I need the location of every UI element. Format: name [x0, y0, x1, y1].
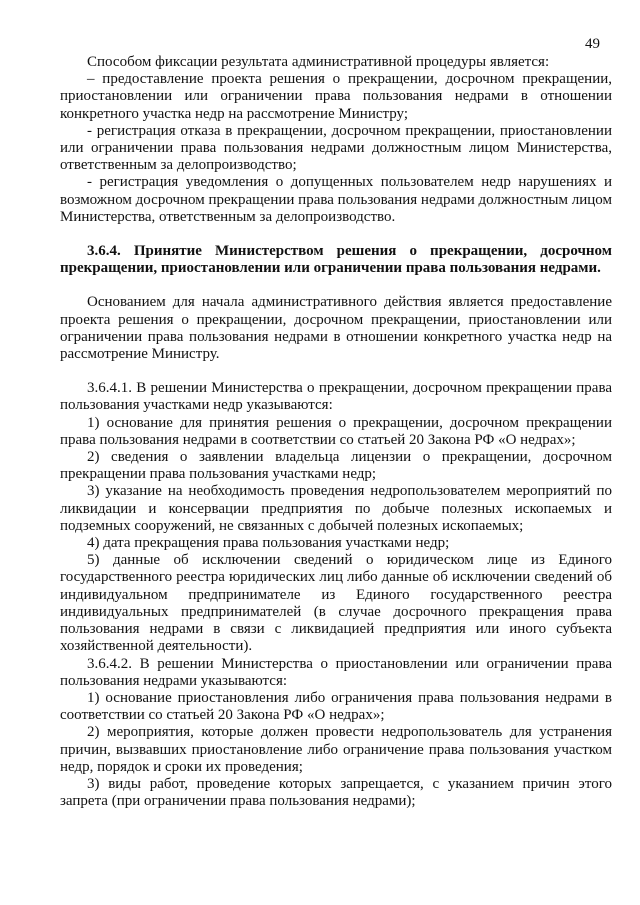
list-item-3-6-4-1-3: 3) указание на необходимость проведения недропользователем мероприятий по ликвидации и консервации предприятия по добыче полезных ископаемых и подземных сооружений, не связанных с добычей полезных ископаемых;: [60, 483, 612, 534]
list-item-3-6-4-2-1: 1) основание приостановления либо ограничения права пользования недрами в соответствии со статьей 20 Закона РФ «О недрах»;: [60, 689, 612, 724]
paragraph-fixation-method: Способом фиксации результата административной процедуры является:: [87, 54, 550, 70]
list-item-3-6-4-1-2: 2) сведения о заявлении владельца лицензии о прекращении, досрочном прекращении права пользования участками недр;: [60, 449, 612, 483]
paragraph-3-6-4-1: 3.6.4.1. В решении Министерства о прекращении, досрочном прекращении права пользования участками недр указываются:: [60, 380, 612, 414]
paragraph-3-6-4-2: 3.6.4.2. В решении Министерства о приостановлении или ограничении права пользования недрами указываются:: [60, 655, 612, 689]
list-item-3-6-4-1-1: 1) основание для принятия решения о прекращении, досрочном прекращении права пользования недрами в соответствии со статьей 20 Закона РФ «О недрах»;: [60, 414, 612, 448]
paragraph-basis: Основанием для начала административного действия является предоставление проекта решения о прекращении, досрочном прекращении, приостановлении или ограничении права пользования недрами в отношении конкретного участка недр на рассмотрение Министру.: [60, 294, 612, 363]
list-item-3-6-4-1-5: 5) данные об исключении сведений о юридическом лице из Единого государственного реестра юридических лиц либо данные об исключении сведений об индивидуальном предпринимателе из Единого государственного реестра индивидуальных предпринимателей (в случае досрочного прекращения права пользования недрами в связи с ликвидацией предприятия или иного субъекта хозяйственной деятельности).: [60, 552, 612, 655]
list-item-3-6-4-1-4: 4) дата прекращения права пользования участками недр;: [87, 535, 450, 552]
paragraph-fixation-item-2: - регистрация отказа в прекращении, досрочном прекращении, приостановлении или ограничении права пользования недрами должностным лицом Министерства, ответственным за делопроизводство;: [60, 122, 612, 174]
paragraph-fixation-item-3: - регистрация уведомления о допущенных пользователем недр нарушениях и возможном досрочном прекращении права пользования недрами должностным лицом Министерства, ответственным за делопроизводство.: [60, 174, 612, 225]
paragraph-fixation-item-1: – предоставление проекта решения о прекращении, досрочном прекращении, приостановлении или ограничении права пользования недрами в отношении конкретного участка недр на рассмотрение Министру;: [60, 71, 612, 122]
section-heading-3-6-4: 3.6.4. Принятие Министерством решения о прекращении, досрочном прекращении, приостановлении или ограничении права пользования недрами.: [60, 243, 612, 277]
page-number: 49: [585, 36, 600, 52]
document-body: [60, 54, 612, 810]
list-item-3-6-4-2-2: 2) мероприятия, которые должен провести недропользователь для устранения причин, вызвавших приостановление либо ограничение права пользования участком недр, порядок и сроки их проведения;: [60, 724, 612, 775]
list-item-3-6-4-2-3: 3) виды работ, проведение которых запрещается, с указанием причин этого запрета (при ограничении права пользования недрами);: [60, 775, 612, 810]
